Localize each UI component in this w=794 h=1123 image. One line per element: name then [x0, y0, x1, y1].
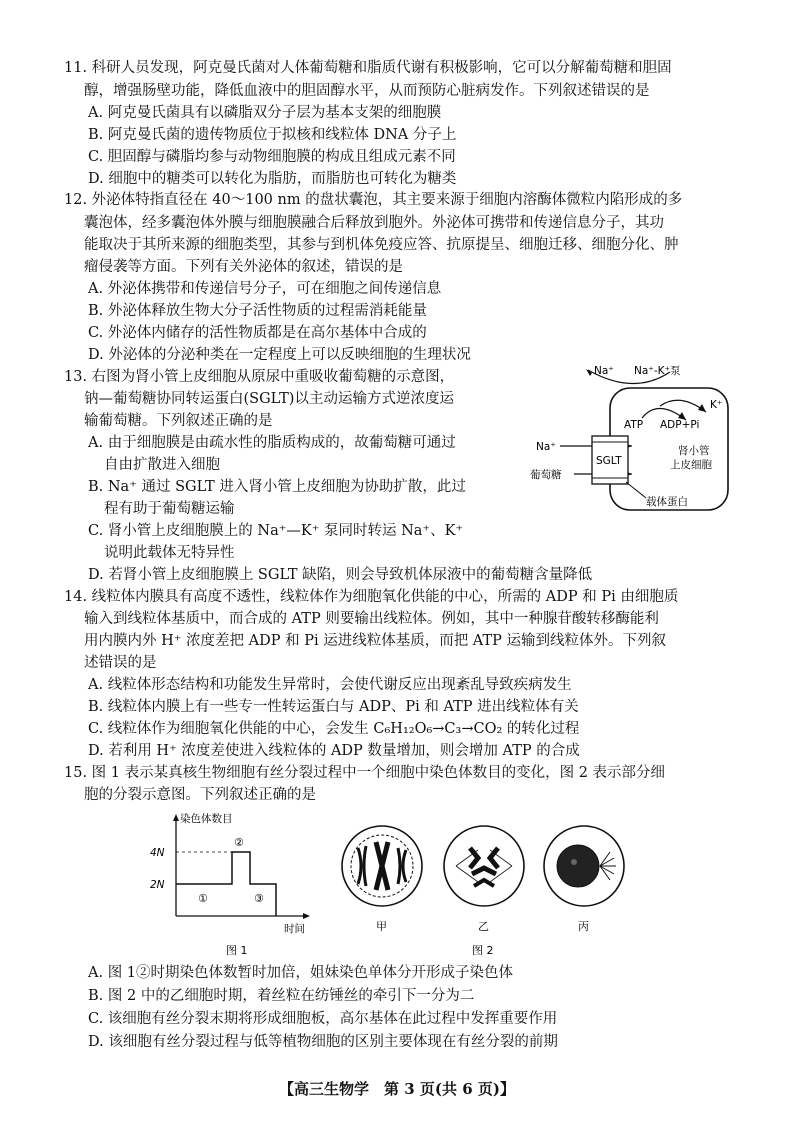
q13-option-b: B. Na⁺ 通过 SGLT 进入肾小管上皮细胞为协助扩散，此过	[88, 479, 466, 495]
q12-stem-line-2: 囊泡体，经多囊泡体外膜与细胞膜融合后释放到胞外。外泌体可携带和传递信息分子，其功	[84, 215, 664, 231]
q11-option-a: A. 阿克曼氏菌具有以磷脂双分子层为基本支架的细胞膜	[88, 105, 442, 121]
q14-option-a: A. 线粒体形态结构和功能发生异常时，会使代谢反应出现紊乱导致疾病发生	[88, 677, 572, 693]
q12-option-c: C. 外泌体内储存的活性物质都是在高尔基体中合成的	[88, 325, 427, 341]
na-out-label: Na⁺	[594, 365, 614, 377]
page-footer: 【高三生物学 第 3 页(共 6 页)】	[279, 1080, 515, 1098]
q13-option-c: C. 肾小管上皮细胞膜上的 Na⁺—K⁺ 泵同时转运 Na⁺、K⁺	[88, 523, 464, 539]
q12-option-a: A. 外泌体携带和传递信号分子，可在细胞之间传递信息	[88, 281, 442, 297]
fig1-ylabel: 染色体数目	[180, 813, 233, 825]
q13-option-c-cont: 说明此载体无特异性	[104, 545, 235, 561]
cell-label-yi: 乙	[478, 920, 489, 933]
pump-label: Na⁺-K⁺泵	[634, 365, 681, 377]
q11-option-d: D. 细胞中的糖类可以转化为脂肪，而脂肪也可转化为糖类	[88, 171, 457, 187]
na-left-label: Na⁺	[536, 441, 556, 453]
q15-stem-line-1: 15. 图 1 表示某真核生物细胞有丝分裂过程中一个细胞中染色体数目的变化，图 2 表示部分细	[64, 765, 666, 781]
cell-label-line-2: 上皮细胞	[670, 459, 712, 471]
q15-fig1-chromosome-graph	[150, 808, 320, 958]
q12-stem-line-3: 能取决于其所来源的细胞类型，其参与到机体免疫应答、抗原提呈、细胞迁移、细胞分化、肿	[84, 237, 679, 253]
q14-stem-line-1: 14. 线粒体内膜具有高度不透性，线粒体作为细胞氧化供能的中心，所需的 ADP 和 Pi 由细胞质	[64, 589, 679, 605]
q15-option-b: B. 图 2 中的乙细胞时期，着丝粒在纺锤丝的牵引下一分为二	[88, 988, 475, 1004]
fig1-phase-2: ②	[234, 836, 244, 849]
q14-option-b: B. 线粒体内膜上有一些专一性转运蛋白与 ADP、Pi 和 ATP 进出线粒体有关	[88, 699, 579, 715]
q14-stem-line-4: 述错误的是	[84, 655, 157, 671]
sglt-label: SGLT	[596, 455, 622, 467]
q12-option-d: D. 外泌体的分泌种类在一定程度上可以反映细胞的生理状况	[88, 347, 471, 363]
q15-option-d: D. 该细胞有丝分裂过程与低等植物细胞的区别主要体现在有丝分裂的前期	[88, 1034, 558, 1050]
q11-stem-line-1: 11. 科研人员发现，阿克曼氏菌对人体葡萄糖和脂质代谢有积极影响，它可以分解葡萄糖和胆固	[64, 60, 672, 76]
q15-option-c: C. 该细胞有丝分裂末期将形成细胞板，高尔基体在此过程中发挥重要作用	[88, 1011, 558, 1027]
q14-option-c: C. 线粒体作为细胞氧化供能的中心，会发生 C₆H₁₂O₆→C₃→CO₂ 的转化过程	[88, 721, 580, 737]
q13-option-a-cont: 自由扩散进入细胞	[104, 457, 220, 473]
q15-option-a: A. 图 1②时期染色体数暂时加倍，姐妹染色单体分开形成子染色体	[88, 965, 514, 981]
adp-label: ADP+Pi	[660, 419, 700, 431]
q13-stem-line-3: 输葡萄糖。下列叙述正确的是	[84, 413, 273, 429]
glucose-label: 葡萄糖	[530, 469, 562, 481]
k-in-label: K⁺	[710, 399, 723, 411]
q13-option-b-cont: 程有助于葡萄糖运输	[104, 501, 235, 517]
q11-stem-line-2: 醇，增强肠壁功能，降低血液中的胆固醇水平，从而预防心脏病发作。下列叙述错误的是	[84, 83, 650, 99]
fig1-xlabel: 时间	[284, 923, 305, 935]
q15-stem-line-2: 胞的分裂示意图。下列叙述正确的是	[84, 787, 316, 803]
fig1-tick-4n: 4N	[150, 847, 165, 859]
cell-label-bing: 丙	[578, 920, 589, 933]
cell-label-line-1: 肾小管	[678, 445, 710, 457]
fig1-phase-1: ①	[198, 892, 208, 905]
cell-bing	[544, 826, 624, 906]
fig1-step-line	[176, 852, 276, 916]
fig1-phase-3: ③	[254, 892, 264, 905]
q13-stem-line-1: 13. 右图为肾小管上皮细胞从原尿中重吸收葡萄糖的示意图，	[64, 369, 455, 385]
q13-kidney-cell-figure	[530, 362, 740, 522]
carrier-label: 载体蛋白	[646, 496, 688, 508]
cell-yi	[444, 826, 524, 906]
q12-stem-line-1: 12. 外泌体特指直径在 40～100 nm 的盘状囊泡，其主要来源于细胞内溶酶体微粒内陷形成的多	[64, 192, 683, 208]
cell-label-jia: 甲	[376, 920, 387, 933]
fig1-caption: 图 1	[226, 944, 248, 957]
q12-option-b: B. 外泌体释放生物大分子活性物质的过程需消耗能量	[88, 303, 427, 319]
q14-stem-line-3: 用内膜内外 H⁺ 浓度差把 ADP 和 Pi 运进线粒体基质，而把 ATP 运输到线粒体外。下列叙	[84, 633, 667, 649]
q14-option-d: D. 若利用 H⁺ 浓度差使进入线粒体的 ADP 数量增加，则会增加 ATP 的合成	[88, 743, 580, 759]
q15-fig2-cells	[338, 808, 628, 958]
cell-jia	[342, 826, 422, 906]
q13-option-d: D. 若肾小管上皮细胞膜上 SGLT 缺陷，则会导致机体尿液中的葡萄糖含量降低	[88, 567, 593, 583]
q13-stem-line-2: 钠—葡萄糖协同转运蛋白(SGLT)以主动运输方式逆浓度运	[84, 391, 454, 407]
fig2-caption: 图 2	[472, 944, 494, 957]
q11-option-b: B. 阿克曼氏菌的遗传物质位于拟核和线粒体 DNA 分子上	[88, 127, 457, 143]
q11-option-c: C. 胆固醇与磷脂均参与动物细胞膜的构成且组成元素不同	[88, 149, 456, 165]
q13-option-a: A. 由于细胞膜是由疏水性的脂质构成的，故葡萄糖可通过	[88, 435, 456, 451]
atp-label: ATP	[624, 419, 644, 431]
q12-stem-line-4: 瘤侵袭等方面。下列有关外泌体的叙述，错误的是	[84, 259, 403, 275]
q14-stem-line-2: 输入到线粒体基质中，而合成的 ATP 则要输出线粒体。例如，其中一种腺苷酸转移酶能利	[84, 611, 659, 627]
fig1-tick-2n: 2N	[150, 879, 165, 891]
